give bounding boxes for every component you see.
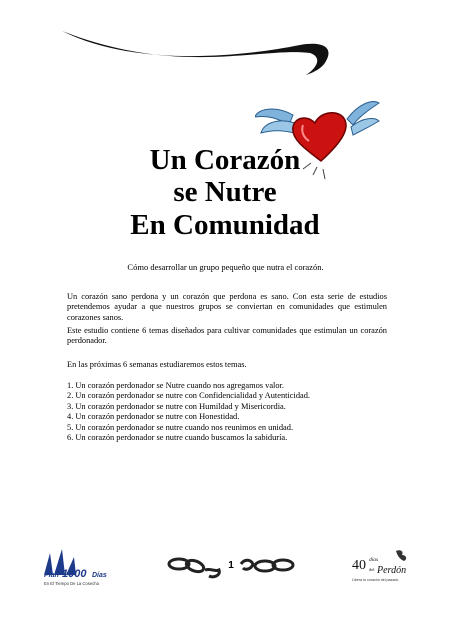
topic-item: 1. Un corazón perdonador se Nutre cuando nos agregamos valor.	[67, 381, 284, 390]
topic-item: 5. Un corazón perdonador se nutre cuando nos reunimos en unidad.	[67, 422, 294, 432]
title-line-1: Un Corazón	[149, 144, 301, 176]
decorative-swoosh	[60, 25, 340, 80]
topic-item: 3. Un corazón perdonador se nutre con Humildad y Misericordia.	[67, 401, 286, 411]
intro-paragraph: Un corazón sano perdona y un corazón que perdona es sano. Con esta serie de estudios pretendemos ayudar a que nuestros grupos se conviertan en comunidades que estimulen corazones sanos.	[67, 292, 387, 322]
topics-list	[67, 381, 387, 443]
logo-dias-text: Días	[92, 572, 107, 579]
40-dias-del-perdon-logo	[350, 547, 412, 587]
topic-item: 4. Un corazón perdonador se nutre con Honestidad.	[67, 412, 240, 422]
logo-tagline-text: En El Tiempo De La Cosecha	[44, 581, 99, 586]
logo-number-text: 1000	[62, 568, 87, 580]
description-paragraph: Este estudio contiene 6 temas diseñados para cultivar comunidades que estimulan un corazón perdonador.	[67, 326, 387, 346]
title-line-2: se Nutre	[173, 176, 277, 208]
plan-1000-dias-logo	[40, 547, 125, 587]
broken-chain-icon	[237, 552, 297, 580]
title-line-3: En Comunidad	[130, 209, 320, 241]
logo-plan-text: Plan	[44, 572, 59, 579]
topic-item: 2. Un corazón perdonador se nutre con Confidencialidad y Autenticidad.	[67, 391, 311, 401]
broken-chain-icon	[167, 552, 225, 580]
logo-dias-text: días	[369, 557, 379, 563]
logo-perdon-text: Perdón	[377, 565, 407, 576]
subtitle: Cómo desarrollar un grupo pequeño que nutra el corazón.	[127, 262, 324, 272]
page-number: 1	[228, 560, 234, 571]
logo-tagline-text: Libera tu corazón del pasado	[352, 578, 399, 582]
logo-del-text: del	[369, 567, 375, 572]
topic-item: 6. Un corazón perdonador se nutre cuando buscamos la sabiduría.	[67, 433, 288, 443]
logo-40-text: 40	[352, 558, 366, 573]
weeks-paragraph: En las próximas 6 semanas estudiaremos estos temas.	[67, 360, 247, 369]
